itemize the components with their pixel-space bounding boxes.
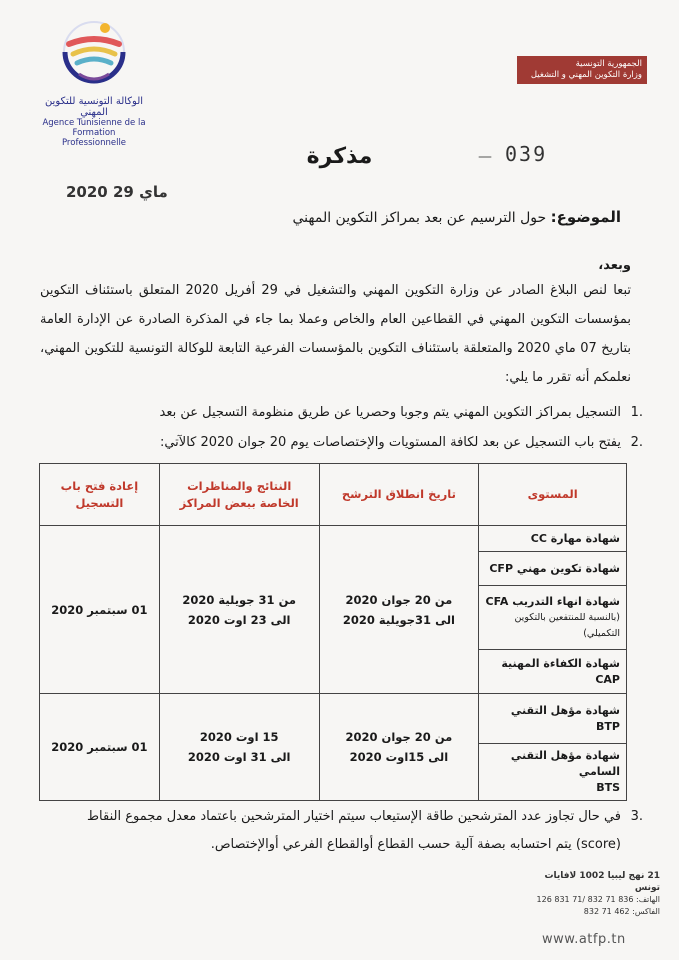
- subject-line: [293, 208, 621, 226]
- footer-fax: الفاكس: 462 71 832: [583, 907, 660, 916]
- group1-reopen: 01 سبتمبر 2020: [40, 526, 160, 694]
- group1-results: [159, 526, 319, 694]
- document-date: 2020 ماي 29: [66, 183, 168, 201]
- header-reopen: [40, 464, 160, 526]
- list-item-text: في حال تجاوز عدد المترشحين طاقة الإستيعاب سيتم اختيار المترشحين باعتماد معدل مجموع النقاط (score) يتم احتسابه بصفة آلية حسب القطاع أوالقطاع الفرعي أوالإختصاص.: [87, 809, 621, 852]
- group2-results-line1: 15 اوت 2020: [199, 730, 279, 744]
- level-cfa: [479, 586, 627, 650]
- agency-logo: [38, 14, 150, 148]
- header-reopen-line2: التسجيل: [75, 495, 124, 510]
- header-level: المستوى: [479, 464, 627, 526]
- level-bts-code: BTS: [596, 781, 620, 794]
- level-btp-code: BTP: [596, 719, 620, 733]
- logo-name-french-line2: Professionnelle: [61, 138, 127, 148]
- header-start-date: تاريخ انطلاق الترشح: [319, 464, 479, 526]
- level-cfa-title: شهادة انهاء التدريب CFA: [485, 594, 620, 608]
- table-row: [40, 526, 627, 552]
- ministry-line1: الجمهورية التونسية: [575, 59, 642, 69]
- list-item: [40, 433, 643, 453]
- logo-name-arabic: الوكالة التونسية للتكوين المهني: [44, 96, 144, 118]
- group2-start-line2: الى 15اوت 2020: [349, 750, 449, 764]
- salutation: وبعد،: [598, 258, 631, 273]
- level-cap-title: شهادة الكفاءة المهنية: [501, 656, 620, 670]
- level-cfp: شهادة تكوين مهني CFP: [479, 552, 627, 586]
- group2-start-line1: من 20 جوان 2020: [345, 730, 453, 744]
- group1-start-date: [319, 526, 479, 694]
- table-header-row: [40, 464, 627, 526]
- footer-address-line: 21 نهج ليبيا 1002 لافايات تونس: [544, 871, 660, 893]
- group2-results-line2: الى 31 اوت 2020: [187, 750, 291, 764]
- list-item-text: يفتح باب التسجيل عن بعد لكافة المستويات والإختصاصات يوم 20 جوان 2020 كالآتي:: [159, 435, 621, 450]
- group2-results: [159, 694, 319, 801]
- reference-number: 039: [505, 142, 548, 166]
- document-title: مذكرة: [306, 144, 373, 169]
- ministry-line2: وزارة التكوين المهني و التشغيل: [530, 70, 642, 80]
- list-item-number: .1: [630, 405, 643, 420]
- website-link[interactable]: www.atfp.tn: [542, 932, 626, 947]
- footer-phone: الهاتف: 836 71 832 /71 831 126: [536, 895, 660, 904]
- registration-schedule-table: [39, 463, 627, 801]
- level-btp-title: شهادة مؤهل التقني: [510, 703, 620, 717]
- reference-dash: —: [478, 149, 492, 165]
- footer-address: [520, 870, 660, 918]
- group2-start-date: [319, 694, 479, 801]
- level-bts: [479, 744, 627, 801]
- header-reopen-line1: إعادة فتح باب: [60, 478, 139, 493]
- main-paragraph: تبعا لنص البلاغ الصادر عن وزارة التكوين المهني والتشغيل في 29 أفريل 2020 المتعلق باستئناف التكوين بمؤسسات التكوين المهني في القطاعين العام والخاص وعملا بما جاء في المذكرة الصادرة عن الإدارة العامة بتاريخ 07 ماي 2020 والمتعلقة باستئناف التكوين بالمؤسسات الفرعية التابعة للوكالة التونسية للتكوين المهني، نعلمكم أنه تقرر ما يلي:: [40, 283, 631, 385]
- list-item: [40, 803, 643, 859]
- header-results-line1: النتائج والمناظرات: [187, 478, 292, 493]
- list-item: [40, 403, 643, 423]
- table-row: [40, 694, 627, 744]
- header-results-line2: الخاصة ببعض المراكز: [179, 495, 299, 510]
- header-results: [159, 464, 319, 526]
- level-btp: [479, 694, 627, 744]
- level-bts-title: شهادة مؤهل التقني السامي: [510, 749, 620, 778]
- group1-start-line2: الى 31جويلية 2020: [342, 612, 455, 627]
- group1-results-line1: من 31 جويلية 2020: [182, 592, 297, 607]
- ministry-header: [517, 56, 647, 84]
- logo-emblem-icon: [49, 14, 139, 94]
- subject-label: الموضوع:: [550, 208, 621, 226]
- group2-reopen: 01 سبتمبر 2020: [40, 694, 160, 801]
- list-item-number: .3: [630, 809, 643, 824]
- group1-results-line2: الى 23 اوت 2020: [187, 612, 291, 627]
- level-cc: شهادة مهارة CC: [479, 526, 627, 552]
- group1-start-line1: من 20 جوان 2020: [345, 592, 453, 607]
- list-item-number: .2: [630, 435, 643, 450]
- subject-text: حول الترسيم عن بعد بمراكز التكوين المهني: [292, 210, 547, 226]
- list-item-text: التسجيل بمراكز التكوين المهني يتم وجوبا وحصريا عن طريق منظومة التسجيل عن بعد: [159, 405, 621, 420]
- level-cap-code: CAP: [595, 672, 620, 686]
- logo-name-french-line1: Agence Tunisienne de la Formation: [42, 118, 146, 138]
- level-cap: [479, 650, 627, 694]
- level-cfa-note: (بالنسبة للمنتفعين بالتكوين التكميلي): [514, 611, 620, 639]
